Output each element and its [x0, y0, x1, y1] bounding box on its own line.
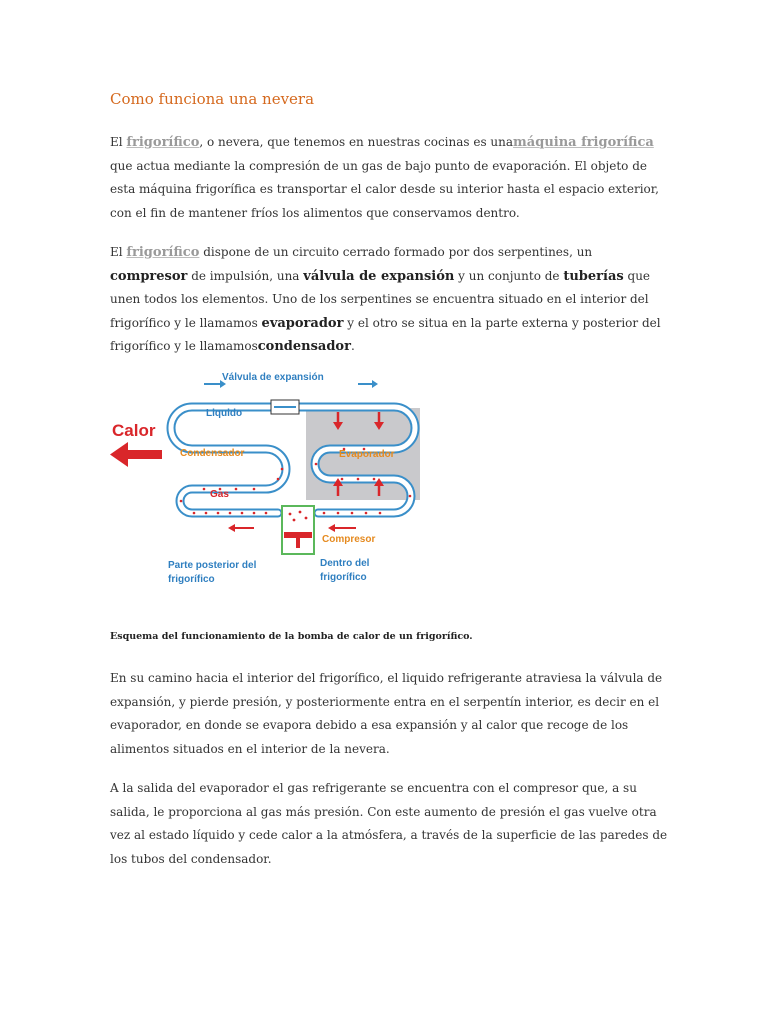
paragraph-compression: A la salida del evaporador el gas refrigerante se encuentra con el compresor que, a su salida, le proporciona al gas más presión. Con este aumento de presión el gas vuelve otra vez al estado líquido y cede calor a la atmósfera, a través de la superficie de las paredes de los tubos del condensador.: [110, 781, 668, 866]
paragraph-evaporation: En su camino hacia el interior del frigorífico, el liquido refrigerante atraviesa la válvula de expansión, y pierde presión, y posteriormente entra en el serpentín interior, es decir en el evaporador, en donde se evapora debido a esa expansión y al calor que recoge de los alimentos situados en el interior de la nevera.: [110, 671, 663, 756]
diagram-caption: Esquema del funcionamiento de la bomba de calor de un frigorífico.: [110, 631, 473, 642]
link-frigorifico[interactable]: frigorífico: [126, 135, 200, 150]
label-condensador: Condensador: [180, 448, 245, 459]
text: dispone de un circuito cerrado formado por dos serpentines, un: [199, 245, 593, 259]
label-compresor: Compresor: [322, 534, 376, 545]
link-frigorifico-2[interactable]: frigorífico: [126, 245, 200, 260]
text: que unen todos los elementos. Uno de los serpentines se encuentra situado en el interior del frigorífico y le llamamos: [110, 268, 651, 330]
label-liquido: Liquido: [206, 408, 243, 419]
label-parte-posterior: Parte posterior del: [168, 560, 257, 571]
text: El: [110, 135, 127, 149]
text: de impulsión, una: [187, 268, 304, 283]
compressor-piston: [284, 532, 312, 538]
text: El: [110, 245, 127, 259]
term-compresor: compresor: [110, 268, 188, 284]
term-valvula: válvula de expansión: [303, 268, 455, 284]
term-tuberias: tuberías: [563, 268, 624, 284]
text: y un conjunto de: [454, 268, 564, 283]
label-evaporador: Evaporador: [339, 449, 395, 460]
label-frigorifico-back: frigorífico: [168, 574, 215, 585]
paragraph-intro: [110, 131, 670, 225]
heat-arrow: [110, 442, 162, 467]
label-valvula: Válvula de expansión: [222, 372, 324, 383]
article-title: Como funciona una nevera: [110, 90, 315, 108]
text: y el otro se situa en la parte externa y posterior del frigorífico y le llamamos: [110, 315, 661, 353]
text: , o nevera, que tenemos en nuestras cocinas es una: [199, 135, 514, 149]
paragraph-components: [110, 241, 670, 359]
link-maquina-frigorifica[interactable]: máquina frigorífica: [513, 135, 654, 150]
label-frigorifico-inside: frigorífico: [320, 572, 367, 583]
label-calor: Calor: [112, 421, 156, 440]
term-evaporador: evaporador: [261, 315, 344, 331]
refrigeration-cycle-diagram: [108, 362, 424, 590]
text: .: [350, 339, 355, 353]
term-condensador: condensador: [257, 339, 351, 354]
label-gas: Gas: [210, 489, 229, 500]
label-dentro-del: Dentro del: [320, 558, 370, 569]
text: que actua mediante la compresión de un gas de bajo punto de evaporación. El objeto de esta máquina frigorífica es transportar el calor desde su interior hasta el espacio exterior, con el fin de mantener fríos los alimentos que conservamos dentro.: [110, 158, 659, 220]
